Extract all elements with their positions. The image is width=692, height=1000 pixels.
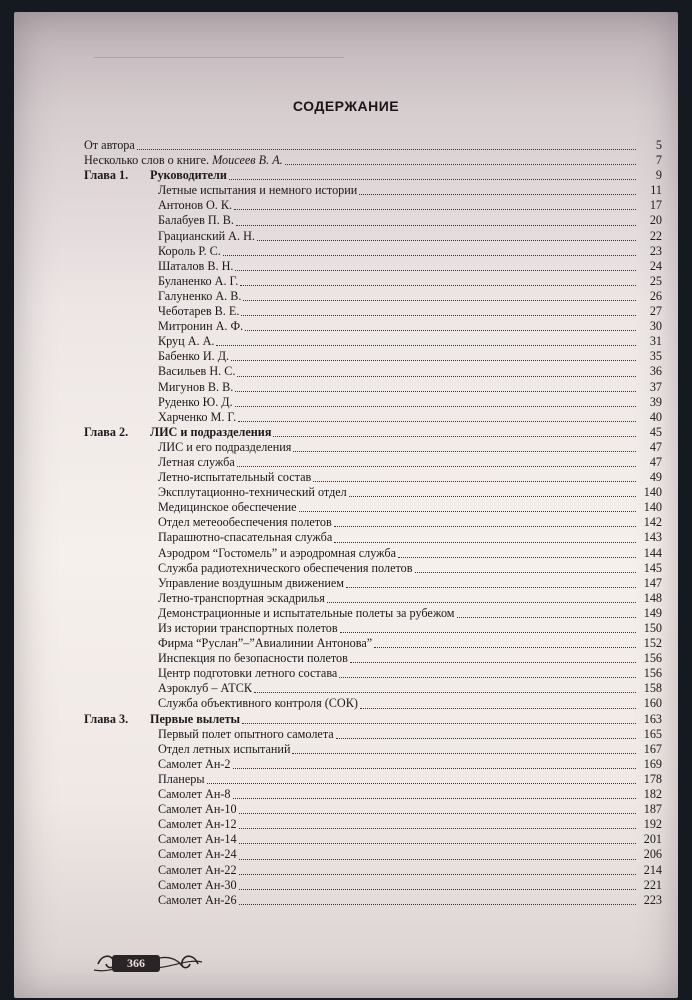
dot-leader: [233, 767, 636, 769]
dot-leader: [398, 556, 636, 558]
toc-entry-text: Планеры: [158, 771, 205, 786]
toc-row: [84, 681, 662, 696]
toc-entry-text: Аэродром “Гостомель” и аэродромная служба: [158, 545, 397, 560]
page-number: 366: [127, 956, 145, 970]
toc-entry-text: Антонов О. К.: [158, 198, 233, 213]
toc-entry-label: [158, 727, 334, 742]
toc-entry-text: От автора: [84, 138, 135, 152]
toc-entry-text: Самолет Ан-8: [158, 787, 231, 802]
toc-entry-text: Грацианский А. Н.: [158, 228, 255, 243]
toc-page-number: 140: [643, 485, 662, 500]
dot-leader: [235, 269, 636, 271]
toc-row: [84, 832, 662, 847]
toc-page-number: 22: [649, 228, 662, 243]
toc-page-number: 47: [649, 454, 662, 469]
toc-page-number: 20: [649, 213, 662, 228]
toc-page-number: 178: [643, 771, 662, 786]
toc-page-number: 36: [649, 364, 662, 379]
toc-entry-label: [158, 440, 291, 455]
toc-entry-label: [158, 802, 237, 817]
toc-page-number: 24: [649, 258, 662, 273]
toc-page-number: 165: [643, 726, 662, 741]
toc-entry-label: [158, 244, 221, 259]
toc-entry-label: [158, 666, 337, 681]
toc-entry-label: [158, 470, 311, 485]
toc-page-number: 160: [643, 696, 662, 711]
chapter-row: [84, 425, 662, 440]
toc-row: [84, 259, 662, 274]
dot-leader: [245, 329, 636, 331]
toc-entry-label: [158, 530, 332, 545]
toc-page-number: 145: [643, 560, 662, 575]
dot-leader: [235, 405, 636, 407]
toc-row: [84, 485, 662, 500]
chapter-prefix: Глава 3.: [84, 711, 129, 726]
toc-entry-label: [158, 606, 455, 621]
dot-leader: [359, 193, 636, 195]
toc-row: [84, 878, 662, 893]
toc-entry-label: [158, 651, 348, 666]
toc-page-number: 40: [649, 409, 662, 424]
toc-entry-label: [158, 183, 357, 198]
toc-page-number: 206: [643, 847, 662, 862]
table-of-contents: [84, 138, 662, 908]
toc-entry-label: [158, 198, 232, 213]
dot-leader: [231, 359, 636, 361]
toc-page-number: 140: [643, 500, 662, 515]
toc-entry-text: Отдел метеообеспечения полетов: [158, 515, 332, 530]
dot-leader: [239, 903, 636, 905]
toc-entry-text: ЛИС и его подразделения: [158, 439, 292, 454]
toc-entry-text: Эксплутационно-технический отдел: [158, 485, 347, 500]
toc-page-number: 158: [643, 681, 662, 696]
toc-row: [84, 847, 662, 862]
toc-row: [84, 727, 662, 742]
toc-entry-text: Парашютно-спасательная служба: [158, 530, 333, 545]
toc-page-number: 23: [649, 243, 662, 258]
chapter-row: [84, 712, 662, 727]
toc-entry-text: Король Р. С.: [158, 243, 221, 258]
dot-leader: [233, 797, 636, 799]
toc-page-number: 11: [650, 183, 662, 198]
dot-leader: [239, 812, 636, 814]
toc-entry-text: Самолет Ан-10: [158, 802, 237, 817]
toc-entry-text: Шаталов В. Н.: [158, 258, 234, 273]
dot-leader: [239, 827, 636, 829]
toc-entry-text: Буланенко А. Г.: [158, 273, 239, 288]
toc-entry-text: Мигунов В. В.: [158, 379, 234, 394]
toc-row: [84, 636, 662, 651]
toc-entry-label: [150, 425, 271, 440]
toc-entry-label: [158, 878, 237, 893]
chapter-prefix: Глава 1.: [84, 168, 129, 183]
toc-entry-label: [150, 168, 227, 183]
toc-entry-text: Митронин А. Ф.: [158, 319, 244, 334]
dot-leader: [243, 299, 636, 301]
toc-entry-label: [158, 757, 231, 772]
dot-leader: [340, 631, 636, 633]
toc-row: [84, 621, 662, 636]
chapter-prefix: Глава 2.: [84, 424, 129, 439]
dot-leader: [235, 390, 636, 392]
toc-entry-label: [158, 561, 413, 576]
toc-page-number: 163: [643, 711, 662, 726]
toc-row: [84, 395, 662, 410]
toc-entry-text: Харченко М. Г.: [158, 409, 237, 424]
toc-row: [84, 696, 662, 711]
dot-leader: [239, 858, 636, 860]
toc-entry-label: [158, 847, 237, 862]
toc-row: [84, 183, 662, 198]
dot-leader: [334, 525, 636, 527]
toc-entry-text: Самолет Ан-12: [158, 817, 237, 832]
toc-entry-label: [158, 364, 235, 379]
toc-entry-text: Балабуев П. В.: [158, 213, 234, 228]
toc-entry-author: Моисеев В. А.: [212, 153, 283, 168]
toc-row: [84, 213, 662, 228]
toc-entry-label: [158, 395, 233, 410]
book-page: [14, 12, 678, 998]
toc-entry-label: [158, 817, 237, 832]
toc-entry-text: Служба объективного контроля (СОК): [158, 696, 358, 711]
toc-entry-label: [84, 153, 283, 168]
toc-page-number: 143: [643, 530, 662, 545]
toc-entry-label: [158, 485, 347, 500]
dot-leader: [349, 495, 636, 497]
toc-row: [84, 244, 662, 259]
dot-leader: [254, 691, 636, 693]
toc-entry-text: Васильев Н. С.: [158, 364, 236, 379]
toc-page-number: 201: [643, 832, 662, 847]
toc-page-number: 167: [643, 741, 662, 756]
dot-leader: [223, 254, 636, 256]
toc-row: [84, 229, 662, 244]
toc-entry-text: Первые вылеты: [150, 711, 241, 726]
toc-page-number: 192: [643, 817, 662, 832]
toc-page-number: 150: [643, 621, 662, 635]
toc-entry-label: [158, 289, 241, 304]
toc-page-number: 156: [643, 666, 662, 681]
toc-row: [84, 666, 662, 681]
toc-entry-label: [158, 319, 243, 334]
toc-entry-text: Из истории транспортных полетов: [158, 621, 338, 635]
dot-leader: [137, 148, 636, 150]
dot-leader: [336, 737, 636, 739]
toc-page-number: 17: [649, 198, 662, 213]
dot-leader: [292, 752, 636, 754]
toc-page-number: 39: [649, 394, 662, 409]
dot-leader: [346, 586, 636, 588]
dot-leader: [234, 208, 636, 210]
toc-row: [84, 742, 662, 757]
toc-entry-text: Самолет Ан-22: [158, 862, 237, 877]
dot-leader: [415, 571, 637, 573]
toc-page-number: 148: [643, 590, 662, 605]
dot-leader: [285, 163, 636, 165]
toc-page-number: 142: [643, 515, 662, 530]
toc-entry-label: [158, 832, 237, 847]
dot-leader: [273, 435, 636, 437]
toc-page-number: 214: [643, 862, 662, 877]
dot-leader: [339, 676, 636, 678]
toc-entry-text: Самолет Ан-26: [158, 892, 237, 907]
toc-row: [84, 546, 662, 561]
toc-entry-text: Демонстрационные и испытательные полеты за рубежом: [158, 605, 455, 620]
toc-entry-text: Центр подготовки летного состава: [158, 666, 338, 681]
toc-entry-text: Самолет Ан-30: [158, 877, 237, 892]
toc-row: [84, 440, 662, 455]
toc-page-number: 223: [643, 892, 662, 907]
toc-row: [84, 274, 662, 289]
toc-page-number: 5: [655, 138, 662, 152]
toc-entry-text: Чеботарев В. Е.: [158, 304, 240, 319]
toc-entry-text: Круц А. А.: [158, 334, 215, 349]
toc-entry-label: [158, 304, 239, 319]
toc-entry-text: Несколько слов о книге.: [84, 153, 213, 168]
toc-row: [84, 364, 662, 379]
dot-leader: [237, 465, 636, 467]
toc-page-number: 182: [643, 787, 662, 802]
toc-page-number: 37: [649, 379, 662, 394]
toc-page-number: 31: [649, 334, 662, 349]
toc-entry-label: [158, 455, 235, 470]
dot-leader: [240, 284, 636, 286]
toc-entry-text: Самолет Ан-24: [158, 847, 237, 862]
toc-entry-text: Отдел летных испытаний: [158, 741, 291, 756]
toc-entry-text: Руководители: [150, 168, 227, 183]
toc-row: [84, 606, 662, 621]
toc-page-number: 144: [643, 545, 662, 560]
toc-row: [84, 304, 662, 319]
toc-entry-label: [158, 229, 255, 244]
faded-header-line: [94, 57, 344, 58]
toc-entry-label: [158, 591, 325, 606]
toc-row: [84, 319, 662, 334]
page-title: СОДЕРЖАНИЕ: [292, 98, 400, 114]
toc-row: [84, 198, 662, 213]
page-number-ornament: [92, 952, 204, 976]
toc-entry-label: [158, 621, 338, 636]
toc-entry-text: Летная служба: [158, 454, 235, 469]
dot-leader: [239, 888, 636, 890]
toc-page-number: 149: [643, 605, 662, 620]
toc-entry-text: Управление воздушным движением: [158, 575, 344, 590]
toc-entry-text: Самолет Ан-2: [158, 756, 231, 771]
toc-row: [84, 515, 662, 530]
dot-leader: [207, 782, 636, 784]
toc-entry-label: [158, 742, 290, 757]
toc-entry-text: Летно-испытательный состав: [158, 470, 312, 485]
toc-row: [84, 817, 662, 832]
toc-entry-label: [158, 772, 205, 787]
toc-page-number: 49: [649, 470, 662, 485]
dot-leader: [238, 420, 636, 422]
toc-page-number: 45: [649, 424, 662, 439]
toc-row: [84, 802, 662, 817]
toc-entry-text: Служба радиотехнического обеспечения полетов: [158, 560, 413, 575]
toc-row: [84, 757, 662, 772]
dot-leader: [229, 178, 636, 180]
toc-row: [84, 863, 662, 878]
chapter-row: [84, 168, 662, 183]
toc-entry-label: [150, 712, 240, 727]
toc-page-number: 25: [649, 273, 662, 288]
toc-page-number: 187: [643, 802, 662, 817]
toc-row: [84, 410, 662, 425]
dot-leader: [293, 450, 636, 452]
toc-entry-label: [158, 576, 344, 591]
toc-entry-text: Руденко Ю. Д.: [158, 394, 233, 409]
dot-leader: [350, 661, 636, 663]
toc-entry-text: Летные испытания и немного истории: [158, 183, 358, 198]
toc-entry-label: [158, 349, 229, 364]
toc-entry-text: Самолет Ан-14: [158, 832, 237, 847]
toc-row: [84, 349, 662, 364]
toc-page-number: 156: [643, 651, 662, 666]
dot-leader: [237, 375, 636, 377]
toc-page-number: 35: [649, 349, 662, 364]
toc-entry-label: [158, 213, 234, 228]
dot-leader: [457, 616, 636, 618]
toc-entry-label: [158, 380, 233, 395]
toc-entry-text: Медицинское обеспечение: [158, 500, 297, 515]
toc-entry-text: Летно-транспортная эскадрилья: [158, 590, 325, 605]
dot-leader: [241, 314, 636, 316]
toc-entry-label: [84, 138, 135, 153]
toc-entry-label: [158, 500, 297, 515]
toc-row: [84, 500, 662, 515]
dot-leader: [299, 510, 636, 512]
toc-page-number: 30: [649, 319, 662, 334]
toc-row: [84, 153, 662, 168]
toc-page-number: 27: [649, 304, 662, 319]
dot-leader: [239, 842, 636, 844]
toc-entry-label: [158, 863, 237, 878]
toc-row: [84, 787, 662, 802]
toc-row: [84, 651, 662, 666]
toc-row: [84, 591, 662, 606]
toc-entry-text: Аэроклуб – АТСК: [158, 681, 252, 696]
toc-entry-label: [158, 410, 236, 425]
dot-leader: [360, 707, 636, 709]
dot-leader: [313, 480, 636, 482]
dot-leader: [236, 224, 636, 226]
toc-page-number: 26: [649, 288, 662, 303]
toc-entry-text: Галуненко А. В.: [158, 288, 242, 303]
toc-entry-label: [158, 334, 214, 349]
toc-entry-label: [158, 893, 237, 908]
toc-row: [84, 138, 662, 153]
toc-entry-label: [158, 274, 238, 289]
toc-entry-label: [158, 546, 396, 561]
toc-entry-label: [158, 787, 231, 802]
toc-page-number: 221: [643, 877, 662, 892]
dot-leader: [239, 873, 636, 875]
toc-page-number: 47: [649, 439, 662, 454]
toc-page-number: 9: [655, 168, 662, 183]
toc-page-number: 169: [643, 756, 662, 771]
toc-row: [84, 470, 662, 485]
dot-leader: [374, 646, 636, 648]
toc-row: [84, 893, 662, 908]
toc-row: [84, 561, 662, 576]
toc-row: [84, 334, 662, 349]
toc-entry-text: Фирма “Руслан”–”Авиалинии Антонова”: [158, 636, 373, 651]
toc-entry-text: Первый полет опытного самолета: [158, 726, 334, 741]
toc-entry-label: [158, 636, 372, 651]
toc-row: [84, 772, 662, 787]
dot-leader: [327, 601, 636, 603]
toc-page-number: 152: [643, 636, 662, 651]
dot-leader: [334, 541, 636, 543]
toc-page-number: 7: [655, 153, 662, 168]
dot-leader: [257, 239, 636, 241]
toc-page-number: 147: [643, 575, 662, 590]
dot-leader: [242, 722, 636, 724]
toc-row: [84, 380, 662, 395]
dot-leader: [216, 344, 636, 346]
toc-entry-text: Бабенко И. Д.: [158, 349, 230, 364]
toc-entry-text: ЛИС и подразделения: [150, 424, 272, 439]
toc-row: [84, 455, 662, 470]
toc-entry-label: [158, 259, 233, 274]
toc-entry-label: [158, 696, 358, 711]
toc-row: [84, 530, 662, 545]
toc-row: [84, 576, 662, 591]
toc-entry-label: [158, 515, 332, 530]
toc-row: [84, 289, 662, 304]
toc-entry-label: [158, 681, 252, 696]
toc-entry-text: Инспекция по безопасности полетов: [158, 651, 348, 666]
